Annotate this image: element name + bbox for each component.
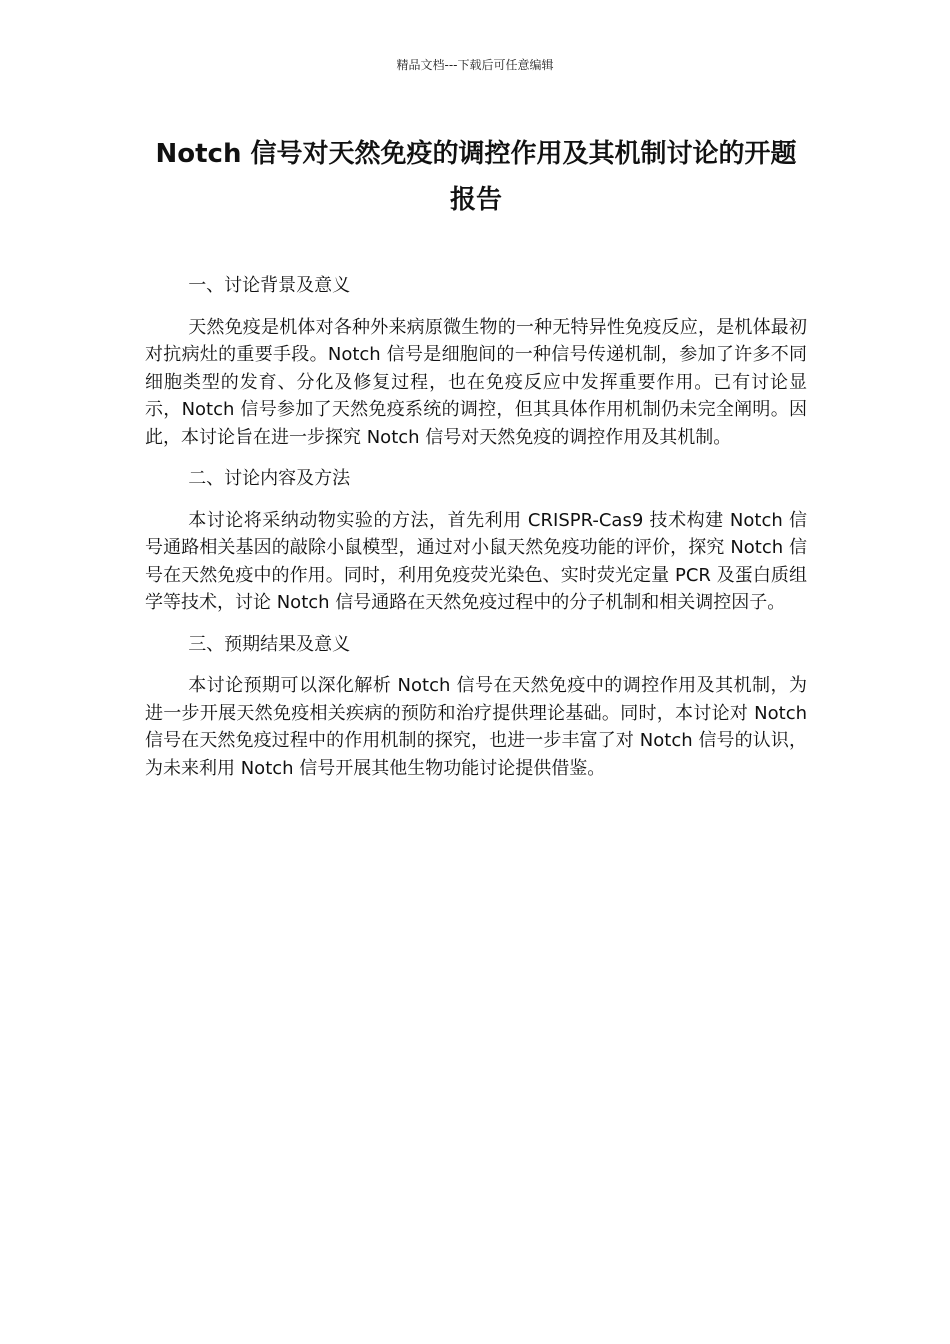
section-heading: 三、预期结果及意义 (188, 633, 351, 655)
section-paragraph: 本讨论预期可以深化解析 Notch 信号在天然免疫中的调控作用及其机制，为进一步开展天然免疫相关疾病的预防和治疗提供理论基础。同时，本讨论对 Notch 信号在天然免疫过程中的作用机制的探究，也进一步丰富了对 Notch 信号的认识，为未来利用 Notch 信号开展其他生物功能讨论提供借鉴。 (145, 675, 807, 779)
section-heading: 一、讨论背景及意义 (188, 275, 351, 296)
document-title: Notch 信号对天然免疫的调控作用及其机制讨论的开题报告 (155, 139, 797, 215)
section-expected-results (145, 631, 807, 783)
section-heading: 二、讨论内容及方法 (188, 468, 351, 489)
section-paragraph: 本讨论将采纳动物实验的方法，首先利用 CRISPR-Cas9 技术构建 Notch 信号通路相关基因的敲除小鼠模型，通过对小鼠天然免疫功能的评价，探究 Notch 信号在天然免疫中的作用。同时，利用免疫荧光染色、实时荧光定量 PCR 及蛋白质组学等技术，讨论 Notch 信号通路在天然免疫过程中的分子机制和相关调控因子。 (145, 509, 807, 613)
section-background (145, 272, 807, 451)
section-paragraph: 天然免疫是机体对各种外来病原微生物的一种无特异性免疫反应，是机体最初对抗病灶的重要手段。Notch 信号是细胞间的一种信号传递机制，参加了许多不同细胞类型的发育、分化及修复过程，也在免疫反应中发挥重要作用。已有讨论显示，Notch 信号参加了天然免疫系统的调控，但其具体作用机制仍未完全阐明。因此，本讨论旨在进一步探究 Notch 信号对天然免疫的调控作用及其机制。 (145, 316, 807, 448)
document-body (145, 272, 807, 796)
page-header: 精品文档---下载后可任意编辑 (396, 58, 554, 72)
section-content-methods (145, 465, 807, 617)
